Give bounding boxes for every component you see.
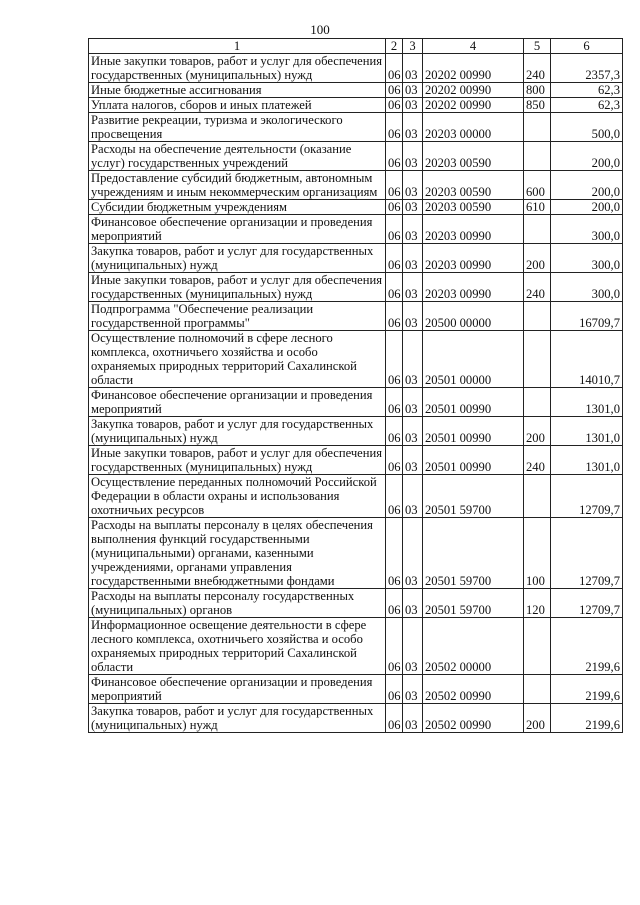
row-expense-type: [524, 302, 551, 331]
row-amount: 16709,7: [551, 302, 623, 331]
table-row: [89, 331, 623, 388]
row-expense-type: 200: [524, 704, 551, 733]
row-expense-type: 200: [524, 244, 551, 273]
row-amount: 300,0: [551, 244, 623, 273]
row-expense-type: 200: [524, 417, 551, 446]
table-row: [89, 215, 623, 244]
row-name: Иные закупки товаров, работ и услуг для обеспечения государственных (муниципальных) нужд: [89, 273, 386, 302]
row-expense-type: [524, 142, 551, 171]
row-amount: 2357,3: [551, 54, 623, 83]
header-cell: 4: [423, 39, 524, 54]
row-amount: 2199,6: [551, 618, 623, 675]
row-name: Расходы на обеспечение деятельности (оказание услуг) государственных учреждений: [89, 142, 386, 171]
row-target-article: 20203 00590: [423, 142, 524, 171]
row-expense-type: [524, 215, 551, 244]
row-name: Расходы на выплаты персоналу в целях обеспечения выполнения функций государственными (муниципальными) органами, казенными учреждениями, органами управления государственными внебюджетными фондами: [89, 518, 386, 589]
budget-table: [88, 38, 623, 733]
row-amount: 500,0: [551, 113, 623, 142]
row-section: 06: [386, 98, 403, 113]
row-name: Иные бюджетные ассигнования: [89, 83, 386, 98]
row-section: 06: [386, 142, 403, 171]
row-name: Иные закупки товаров, работ и услуг для обеспечения государственных (муниципальных) нужд: [89, 54, 386, 83]
row-section: 06: [386, 589, 403, 618]
row-subsection: 03: [403, 244, 423, 273]
row-subsection: 03: [403, 704, 423, 733]
table-row: [89, 518, 623, 589]
header-cell: 5: [524, 39, 551, 54]
table-row: [89, 475, 623, 518]
row-section: 06: [386, 388, 403, 417]
row-expense-type: [524, 618, 551, 675]
row-subsection: 03: [403, 215, 423, 244]
row-expense-type: [524, 475, 551, 518]
row-subsection: 03: [403, 446, 423, 475]
row-section: 06: [386, 171, 403, 200]
row-subsection: 03: [403, 98, 423, 113]
table-row: [89, 618, 623, 675]
row-target-article: 20501 00990: [423, 417, 524, 446]
row-name: Иные закупки товаров, работ и услуг для обеспечения государственных (муниципальных) нужд: [89, 446, 386, 475]
row-section: 06: [386, 83, 403, 98]
row-section: 06: [386, 273, 403, 302]
row-name: Расходы на выплаты персоналу государственных (муниципальных) органов: [89, 589, 386, 618]
row-name: Финансовое обеспечение организации и проведения мероприятий: [89, 215, 386, 244]
row-expense-type: [524, 113, 551, 142]
row-subsection: 03: [403, 83, 423, 98]
row-name: Закупка товаров, работ и услуг для государственных (муниципальных) нужд: [89, 244, 386, 273]
row-target-article: 20203 00990: [423, 215, 524, 244]
row-amount: 1301,0: [551, 446, 623, 475]
row-section: 06: [386, 302, 403, 331]
row-expense-type: 600: [524, 171, 551, 200]
row-target-article: 20501 59700: [423, 475, 524, 518]
row-amount: 200,0: [551, 142, 623, 171]
row-amount: 2199,6: [551, 704, 623, 733]
header-cell: 3: [403, 39, 423, 54]
row-expense-type: 240: [524, 54, 551, 83]
row-name: Информационное освещение деятельности в сфере лесного комплекса, охотничьего хозяйства и особо охраняемых природных территорий Сахалинской области: [89, 618, 386, 675]
row-name: Осуществление переданных полномочий Российской Федерации в области охраны и использования охотничьих ресурсов: [89, 475, 386, 518]
row-amount: 1301,0: [551, 417, 623, 446]
row-name: Подпрограмма "Обеспечение реализации государственной программы": [89, 302, 386, 331]
table-row: [89, 704, 623, 733]
table-row: [89, 54, 623, 83]
row-target-article: 20501 00990: [423, 446, 524, 475]
row-name: Субсидии бюджетным учреждениям: [89, 200, 386, 215]
row-subsection: 03: [403, 273, 423, 302]
row-target-article: 20500 00000: [423, 302, 524, 331]
table-row: [89, 142, 623, 171]
row-section: 06: [386, 618, 403, 675]
table-row: [89, 98, 623, 113]
row-target-article: 20202 00990: [423, 98, 524, 113]
row-subsection: 03: [403, 54, 423, 83]
row-expense-type: [524, 331, 551, 388]
row-expense-type: [524, 675, 551, 704]
row-target-article: 20501 00000: [423, 331, 524, 388]
row-section: 06: [386, 200, 403, 215]
row-subsection: 03: [403, 302, 423, 331]
row-target-article: 20203 00990: [423, 244, 524, 273]
row-expense-type: [524, 388, 551, 417]
row-subsection: 03: [403, 388, 423, 417]
header-cell: 1: [89, 39, 386, 54]
row-section: 06: [386, 675, 403, 704]
page-number: 100: [310, 22, 330, 37]
row-section: 06: [386, 518, 403, 589]
row-target-article: 20203 00000: [423, 113, 524, 142]
row-section: 06: [386, 475, 403, 518]
row-subsection: 03: [403, 475, 423, 518]
row-target-article: 20203 00590: [423, 200, 524, 215]
row-section: 06: [386, 417, 403, 446]
table-row: [89, 200, 623, 215]
row-section: 06: [386, 113, 403, 142]
row-subsection: 03: [403, 200, 423, 215]
row-amount: 62,3: [551, 83, 623, 98]
table-row: [89, 589, 623, 618]
row-expense-type: 240: [524, 273, 551, 302]
row-amount: 12709,7: [551, 475, 623, 518]
row-target-article: 20501 59700: [423, 589, 524, 618]
row-target-article: 20502 00990: [423, 704, 524, 733]
row-subsection: 03: [403, 417, 423, 446]
row-expense-type: 240: [524, 446, 551, 475]
row-subsection: 03: [403, 589, 423, 618]
row-subsection: 03: [403, 171, 423, 200]
table-row: [89, 675, 623, 704]
row-name: Осуществление полномочий в сфере лесного комплекса, охотничьего хозяйства и особо охраняемых природных территорий Сахалинской области: [89, 331, 386, 388]
table-row: [89, 171, 623, 200]
row-target-article: 20501 59700: [423, 518, 524, 589]
row-name: Финансовое обеспечение организации и проведения мероприятий: [89, 675, 386, 704]
table-row: [89, 273, 623, 302]
row-subsection: 03: [403, 113, 423, 142]
row-amount: 1301,0: [551, 388, 623, 417]
row-section: 06: [386, 244, 403, 273]
row-name: Предоставление субсидий бюджетным, автономным учреждениям и иным некоммерческим организациям: [89, 171, 386, 200]
table-row: [89, 113, 623, 142]
row-amount: 12709,7: [551, 589, 623, 618]
row-expense-type: 800: [524, 83, 551, 98]
table-row: [89, 388, 623, 417]
row-expense-type: 100: [524, 518, 551, 589]
header-cell: 2: [386, 39, 403, 54]
row-expense-type: 120: [524, 589, 551, 618]
row-section: 06: [386, 704, 403, 733]
row-name: Развитие рекреации, туризма и экологического просвещения: [89, 113, 386, 142]
row-target-article: 20202 00990: [423, 83, 524, 98]
row-subsection: 03: [403, 518, 423, 589]
row-target-article: 20203 00990: [423, 273, 524, 302]
row-target-article: 20502 00000: [423, 618, 524, 675]
row-expense-type: 850: [524, 98, 551, 113]
row-target-article: 20203 00590: [423, 171, 524, 200]
row-target-article: 20202 00990: [423, 54, 524, 83]
row-name: Финансовое обеспечение организации и проведения мероприятий: [89, 388, 386, 417]
row-amount: 200,0: [551, 200, 623, 215]
row-amount: 14010,7: [551, 331, 623, 388]
row-name: Уплата налогов, сборов и иных платежей: [89, 98, 386, 113]
row-section: 06: [386, 446, 403, 475]
row-amount: 2199,6: [551, 675, 623, 704]
table-row: [89, 244, 623, 273]
row-amount: 12709,7: [551, 518, 623, 589]
header-cell: 6: [551, 39, 623, 54]
table-row: [89, 302, 623, 331]
row-amount: 62,3: [551, 98, 623, 113]
row-name: Закупка товаров, работ и услуг для государственных (муниципальных) нужд: [89, 417, 386, 446]
row-amount: 200,0: [551, 171, 623, 200]
row-name: Закупка товаров, работ и услуг для государственных (муниципальных) нужд: [89, 704, 386, 733]
row-section: 06: [386, 331, 403, 388]
row-subsection: 03: [403, 675, 423, 704]
table-row: [89, 417, 623, 446]
row-section: 06: [386, 54, 403, 83]
row-expense-type: 610: [524, 200, 551, 215]
row-subsection: 03: [403, 331, 423, 388]
row-target-article: 20502 00990: [423, 675, 524, 704]
row-subsection: 03: [403, 618, 423, 675]
table-header-row: [89, 39, 623, 54]
row-subsection: 03: [403, 142, 423, 171]
row-target-article: 20501 00990: [423, 388, 524, 417]
table-row: [89, 446, 623, 475]
row-amount: 300,0: [551, 215, 623, 244]
row-amount: 300,0: [551, 273, 623, 302]
table-row: [89, 83, 623, 98]
row-section: 06: [386, 215, 403, 244]
